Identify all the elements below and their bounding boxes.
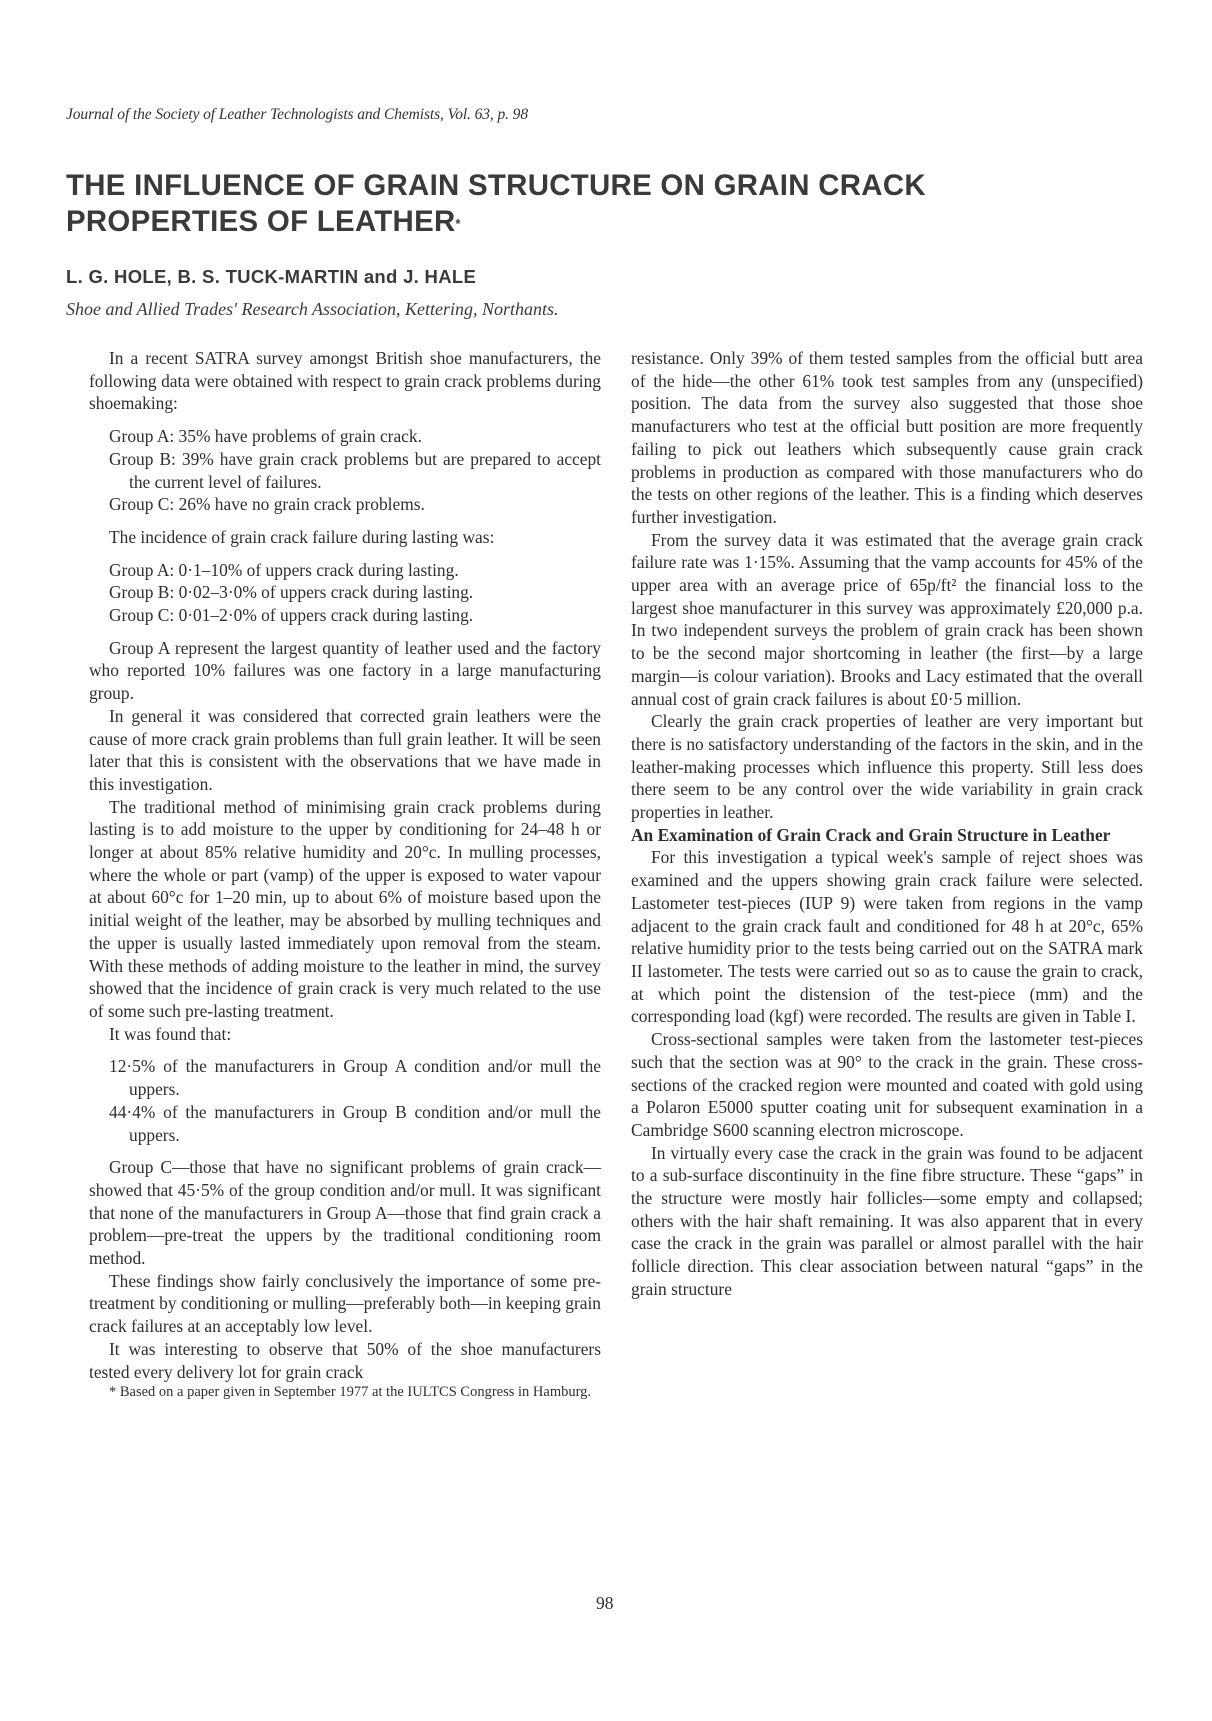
affiliation: Shoe and Allied Trades' Research Association, Kettering, Northants. xyxy=(66,299,559,319)
authors-part1: L. G. HOLE, B. S. TUCK-MARTIN xyxy=(66,266,359,287)
paragraph: The incidence of grain crack failure during lasting was: xyxy=(109,526,495,547)
paragraph: Cross-sectional samples were taken from the lastometer test-pieces such that the section was at 90° to the crack in the grain. These cross-sections of the cracked region were mounted and coated with gold using a Polaron E5000 sputter coating unit for subsequent examination in a Cambridge S600 scanning electron microscope. xyxy=(631,1029,1143,1140)
paragraph: The traditional method of minimising grain crack problems during lasting is to add moisture to the upper by conditioning for 24–48 h or longer at about 85% relative humidity and 20°c. In mulling processes, where the whole or part (vamp) of the upper is exposed to water vapour at about 60°c for 1–20 min, up to about 6% of moisture based upon the initial weight of the leather, may be absorbed by mulling techniques and the upper is usually lasted immediately upon removal from the steam. With these methods of adding moisture to the leather in mind, the survey showed that the incidence of grain crack is very much related to the use of some such pre-lasting treatment. xyxy=(89,796,601,1021)
paragraph: Group A represent the largest quantity of leather used and the factory who reported 10% failures was one factory in a large manufacturing group. xyxy=(89,637,601,704)
list-item: 44·4% of the manufacturers in Group B condition and/or mull the uppers. xyxy=(109,1101,601,1145)
page-number: 98 xyxy=(596,1593,614,1613)
list-item: Group B: 39% have grain crack problems but are prepared to accept the current level of failures. xyxy=(109,448,601,492)
article-title xyxy=(66,168,1124,240)
footnote: * Based on a paper given in September 1977 at the IULTCS Congress in Hamburg. xyxy=(109,1384,592,1401)
title-footnote-marker: * xyxy=(455,216,461,231)
list-item: Group C: 0·01–2·0% of uppers crack during lasting. xyxy=(109,605,474,626)
journal-citation: Journal of the Society of Leather Technologists and Chemists, Vol. 63, p. 98 xyxy=(66,106,528,123)
paragraph: It was interesting to observe that 50% of the shoe manufacturers tested every delivery lot for grain crack xyxy=(89,1338,601,1382)
paragraph: Group C—those that have no significant problems of grain crack—showed that 45·5% of the group condition and/or mull. It was significant that none of the manufacturers in Group A—those that find grain crack a problem—pre-treat the uppers by the traditional conditioning room method. xyxy=(89,1157,601,1269)
authors-and: and xyxy=(363,266,398,287)
list-item: Group A: 35% have problems of grain crack. xyxy=(109,426,422,447)
paragraph: In a recent SATRA survey amongst British shoe manufacturers, the following data were obtained with respect to grain crack problems during shoemaking: xyxy=(89,348,601,414)
section-heading: An Examination of Grain Crack and Grain Structure in Leather xyxy=(631,824,1111,845)
incidence-list xyxy=(109,559,601,627)
list-item: 12·5% of the manufacturers in Group A condition and/or mull the uppers. xyxy=(109,1056,601,1100)
paragraph: In general it was considered that corrected grain leathers were the cause of more crack grain problems than full grain leather. It will be seen later that this is consistent with the observations that we have made in this investigation. xyxy=(89,705,601,794)
authors-part2: J. HALE xyxy=(403,266,477,287)
list-item: Group A: 0·1–10% of uppers crack during lasting. xyxy=(109,559,459,580)
paragraph: Clearly the grain crack properties of leather are very important but there is no satisfactory understanding of the factors in the skin, and in the leather-making processes which influence this property. Still less does there seem to be any control over the wide variability in grain crack properties in leather. xyxy=(631,711,1143,823)
paragraph: In virtually every case the crack in the grain was found to be adjacent to a sub-surface discontinuity in the fine fibre structure. These “gaps” in the structure were mostly hair follicles—some empty and collapsed; others with the hair shaft remaining. It was also apparent that in every case the crack in the grain was parallel or almost parallel with the hair follicle direction. This clear association between natural “gaps” in the grain structure xyxy=(631,1142,1143,1299)
group-list xyxy=(109,425,601,516)
left-column xyxy=(89,347,601,1402)
authors xyxy=(66,266,476,288)
list-item: Group B: 0·02–3·0% of uppers crack during lasting. xyxy=(109,582,474,603)
list-item: Group C: 26% have no grain crack problems. xyxy=(109,494,425,515)
paragraph: From the survey data it was estimated that the average grain crack failure rate was 1·15%. Assuming that the vamp accounts for 45% of the upper area with an average price of 65p/ft² the financial loss to the largest shoe manufacturer in this survey was approximately £20,000 p.a. In two independent surveys the problem of grain crack has been shown to be the second major shortcoming in leather (the first—by a large margin—is colour variation). Brooks and Lacy estimated that the overall annual cost of grain crack failures is about £0·5 million. xyxy=(631,529,1143,709)
paragraph: resistance. Only 39% of them tested samples from the official butt area of the hide—the other 61% took test samples from any (unspecified) position. The data from the survey also suggested that those shoe manufacturers who test at the official butt position are more frequently failing to pick out leathers which subsequently cause grain crack problems in production as compared with those manufacturers who do the tests on other regions of the leather. This is a finding which deserves further investigation. xyxy=(631,348,1143,527)
title-text: THE INFLUENCE OF GRAIN STRUCTURE ON GRAIN CRACK PROPERTIES OF LEATHER xyxy=(66,169,926,238)
right-column xyxy=(631,347,1143,1301)
findings-list xyxy=(109,1055,601,1146)
paragraph: For this investigation a typical week's sample of reject shoes was examined and the uppers showing grain crack failure were selected. Lastometer test-pieces (IUP 9) were taken from regions in the vamp adjacent to the grain crack fault and conditioned for 48 h at 20°c, 65% relative humidity prior to the tests being carried out on the SATRA mark II lastometer. The tests were carried out so as to cause the grain to crack, at which point the distension of the test-piece (mm) and the corresponding load (kgf) were recorded. The results are given in Table I. xyxy=(631,847,1143,1027)
paragraph: These findings show fairly conclusively the importance of some pre-treatment by conditioning or mulling—preferably both—in keeping grain crack failures at an acceptably low level. xyxy=(89,1270,601,1337)
paragraph: It was found that: xyxy=(109,1023,232,1044)
